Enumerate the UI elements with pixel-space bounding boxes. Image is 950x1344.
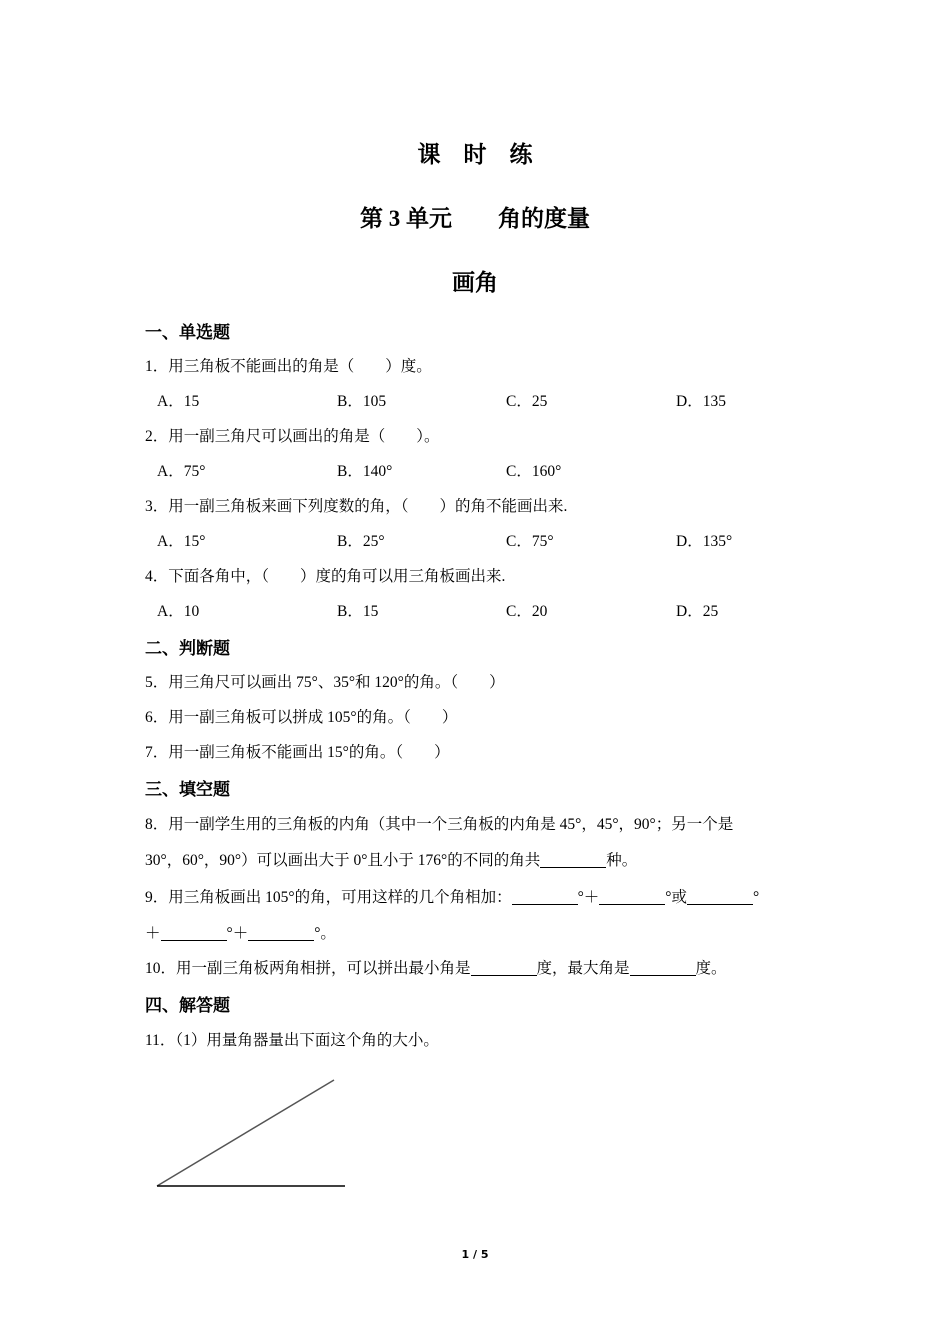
q9-text-d: ° [752,889,760,906]
q3-option-c: C．75° [506,533,554,550]
q3-option-a: A．15° [157,533,206,550]
question-10 [145,956,727,978]
q3-option-b: B．25° [337,533,385,550]
q1-option-b: B．105 [337,393,387,410]
q2-option-c: C．160° [506,463,562,480]
q8-text-a: 30°，60°，90°）可以画出大于 0°且小于 176°的不同的角共 [145,852,541,869]
q4-option-c: C．20 [506,603,548,620]
q9-blank-1[interactable] [512,889,578,906]
angle-ray-upper [157,1080,334,1186]
q4-option-b: B．15 [337,603,379,620]
q8-blank[interactable] [540,852,606,869]
lesson-title: 画角 [452,270,498,295]
question-4: 4．下面各角中，（ ）度的角可以用三角板画出来. [145,568,506,585]
q3-option-d: D．135° [676,533,733,550]
q1-option-c: C．25 [506,393,548,410]
question-6: 6．用一副三角板可以拼成 105°的角。（ ） [145,709,458,726]
q10-blank-2[interactable] [630,960,696,977]
section-single-choice: 一、单选题 [145,323,230,343]
q4-option-a: A．10 [157,603,200,620]
worksheet-title: 课 时 练 [417,142,533,167]
q9-text-b: °＋ [577,889,600,906]
q9-text-g: °。 [314,925,336,942]
q9-text-a: 9．用三角板画出 105°的角，可用这样的几个角相加： [145,889,512,906]
section-answer: 四、解答题 [145,996,230,1016]
q4-option-d: D．25 [676,603,719,620]
q9-blank-3[interactable] [687,889,753,906]
q9-blank-4[interactable] [161,925,227,942]
q9-blank-5[interactable] [248,925,314,942]
unit-title: 第 3 单元 角的度量 [360,206,590,231]
question-8-line-1: 8．用一副学生用的三角板的内角（其中一个三角板的内角是 45°，45°，90°；另一个是 [145,816,734,833]
q8-text-b: 种。 [606,852,638,869]
page-number: 1 / 5 [461,1248,489,1261]
question-3: 3．用一副三角板来画下列度数的角，（ ）的角不能画出来. [145,498,568,515]
question-9-line-2 [145,921,336,943]
question-11: 11．（1）用量角器量出下面这个角的大小。 [145,1032,439,1049]
question-9-line-1 [145,885,759,907]
question-2: 2．用一副三角尺可以画出的角是（ ）。 [145,428,440,445]
q9-text-c: °或 [665,889,687,906]
angle-figure [150,1072,350,1192]
q2-option-b: B．140° [337,463,393,480]
q9-text-f: °＋ [226,925,249,942]
question-5: 5．用三角尺可以画出 75°、35°和 120°的角。（ ） [145,674,505,691]
question-8-line-2 [145,848,637,870]
q1-option-a: A．15 [157,393,200,410]
q2-option-a: A．75° [157,463,206,480]
q10-text-b: 度，最大角是 [536,960,630,977]
question-1: 1．用三角板不能画出的角是（ ）度。 [145,358,432,375]
question-7: 7．用一副三角板不能画出 15°的角。（ ） [145,744,450,761]
section-fill-blank: 三、填空题 [145,780,230,800]
q9-text-e: ＋ [145,925,161,942]
q10-text-c: 度。 [695,960,727,977]
q10-blank-1[interactable] [471,960,537,977]
q1-option-d: D．135 [676,393,726,410]
section-true-false: 二、判断题 [145,639,230,659]
q9-blank-2[interactable] [599,889,665,906]
q10-text-a: 10．用一副三角板两角相拼，可以拼出最小角是 [145,960,471,977]
